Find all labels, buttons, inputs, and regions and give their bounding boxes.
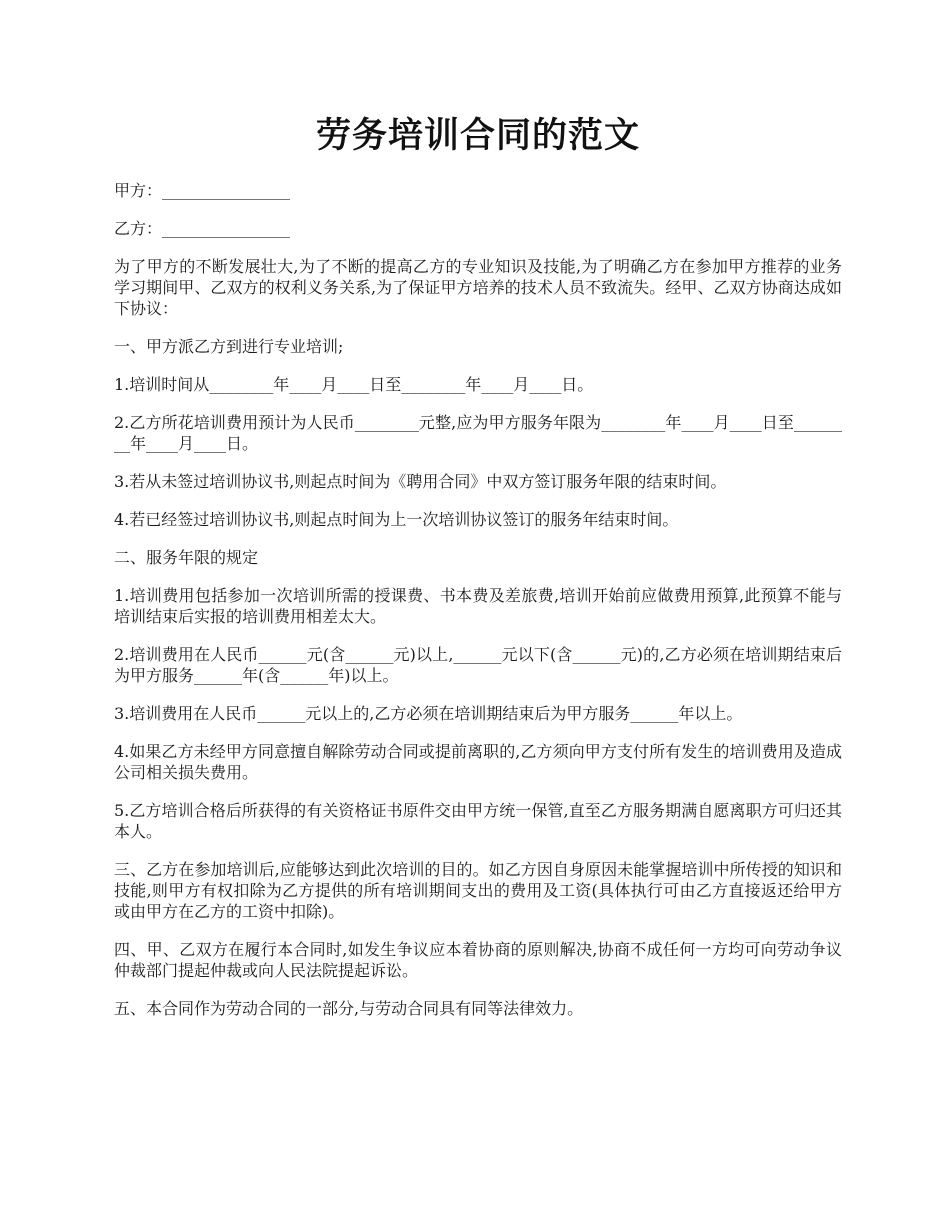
clause-2-1: 1.培训费用包括参加一次培训所需的授课费、书本费及差旅费,培训开始前应做费用预算,此预算不能与培训结束后实报的培训费用相差太大。: [114, 586, 842, 626]
section-5-paragraph: 五、本合同作为劳动合同的一部分,与劳动合同具有同等法律效力。: [114, 999, 584, 1018]
clause-1-2: 2.乙方所花培训费用预计为人民币________元整,应为甲方服务年限为________年____月____日至________年____月____日。: [114, 413, 842, 453]
clause-2-3: 3.培训费用在人民币______元以上的,乙方必须在培训期结束后为甲方服务______年以上。: [114, 704, 743, 723]
party-b-line: 乙方：________________: [114, 219, 291, 238]
section-1-heading: 一、甲方派乙方到进行专业培训;: [114, 337, 344, 356]
section-4-paragraph: 四、甲、乙双方在履行本合同时,如发生争议应本着协商的原则解决,协商不成任何一方均可向劳动争议仲裁部门提起仲裁或向人民法院提起诉讼。: [114, 940, 842, 980]
section-2-heading: 二、服务年限的规定: [114, 548, 259, 567]
preamble-paragraph: 为了甲方的不断发展壮大,为了不断的提高乙方的专业知识及技能,为了明确乙方在参加甲方推荐的业务学习期间甲、乙双方的权利义务关系,为了保证甲方培养的技术人员不致流失。经甲、乙双方协商达成如下协议：: [114, 257, 842, 318]
clause-1-3: 3.若从未签过培训协议书,则起点时间为《聘用合同》中双方签订服务年限的结束时间。: [114, 472, 727, 491]
clause-1-4: 4.若已经签过培训协议书,则起点时间为上一次培训协议签订的服务年结束时间。: [114, 510, 679, 529]
document-body: [114, 180, 842, 1036]
clause-1-1: 1.培训时间从________年____月____日至________年____月____日。: [114, 375, 594, 394]
party-a-line: 甲方：________________: [114, 181, 291, 200]
clause-2-4: 4.如果乙方未经甲方同意擅自解除劳动合同或提前离职的,乙方须向甲方支付所有发生的培训费用及造成公司相关损失费用。: [114, 742, 842, 782]
document-title: 劳务培训合同的范文: [315, 115, 640, 156]
clause-2-5: 5.乙方培训合格后所获得的有关资格证书原件交由甲方统一保管,直至乙方服务期满自愿离职方可归还其本人。: [114, 801, 842, 841]
clause-2-2: 2.培训费用在人民币______元(含______元)以上,______元以下(含______元)的,乙方必须在培训期结束后为甲方服务______年(含______年)以上。: [114, 645, 842, 685]
section-3-paragraph: 三、乙方在参加培训后,应能够达到此次培训的目的。如乙方因自身原因未能掌握培训中所传授的知识和技能,则甲方有权扣除为乙方提供的所有培训期间支出的费用及工资(具体执行可由乙方直接返还给甲方或由甲方在乙方的工资中扣除)。: [114, 860, 842, 921]
